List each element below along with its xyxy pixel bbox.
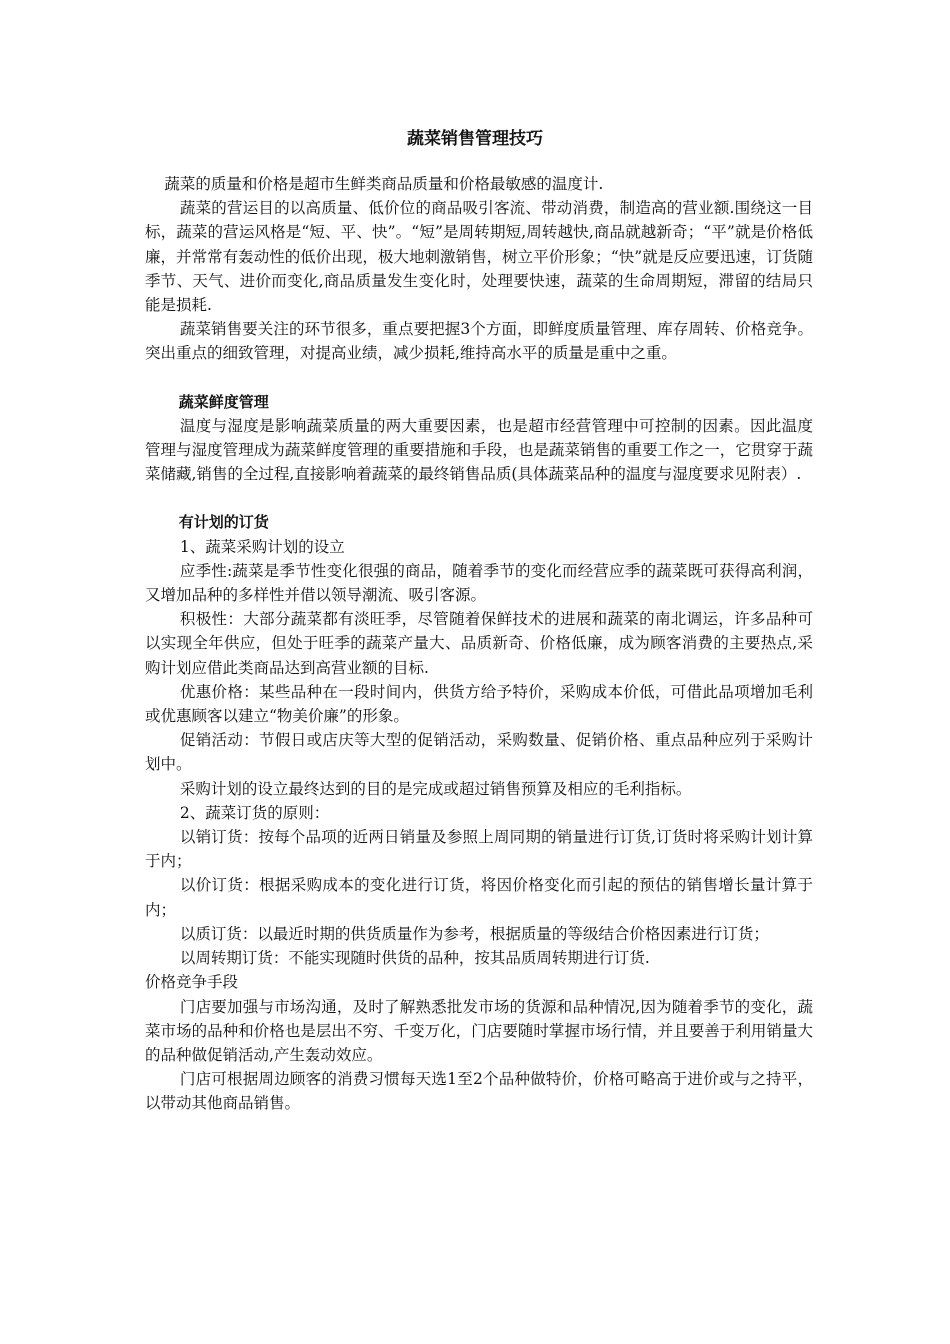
paragraph-discount-price: 优惠价格：某些品种在一段时间内，供货方给予特价，采购成本价低，可借此品项增加毛利或优惠顾客以建立“物美价廉”的形象。 [145, 682, 813, 726]
paragraph-seasonality: 应季性:蔬菜是季节性变化很强的商品，随着季节的变化而经营应季的蔬菜既可获得高利润，又增加品种的多样性并借以领导潮流、吸引客源。 [145, 561, 813, 605]
section-heading-price-competition: 价格竞争手段 [145, 973, 239, 992]
spacer [145, 366, 813, 390]
section-heading-freshness: 蔬菜鲜度管理 [178, 392, 269, 411]
paragraph-order-by-sales: 以销订货：按每个品项的近两日销量及参照上周同期的销量进行订货,订货时将采购计划计算于内； [145, 828, 813, 871]
paragraph-special-price: 门店可根据周边顾客的消费习惯每天选1至2个品种做特价，价格可略高于进价或与之持平，以带动其他商品销售。 [145, 1070, 813, 1113]
paragraph-promotion: 促销活动：节假日或店庆等大型的促销活动，采购数量、促销价格、重点品种应列于采购计划中。 [145, 731, 813, 774]
paragraph-order-by-turnover: 以周转期订货：不能实现随时供货的品种，按其品质周转期进行订货. [179, 949, 650, 968]
subheading-order-principles: 2、蔬菜订货的原则： [179, 803, 330, 822]
spacer [145, 486, 813, 510]
paragraph-market-communication: 门店要加强与市场沟通，及时了解熟悉批发市场的货源和品种情况,因为随着季节的变化，蔬菜市场的品种和价格也是层出不穷、千变万化，门店要随时掌握市场行情，并且要善于利用销量大的品种做促销活动,产生轰动效应。 [145, 997, 813, 1064]
paragraph-freshness: 温度与湿度是影响蔬菜质量的两大重要因素，也是超市经营管理中可控制的因素。因此温度管理与湿度管理成为蔬菜鲜度管理的重要措施和手段，也是蔬菜销售的重要工作之一，它贯穿于蔬菜储藏,销售的全过程,直接影响着蔬菜的最终销售品质(具体蔬菜品种的温度与湿度要求见附表）. [145, 416, 813, 484]
document-body [145, 172, 813, 1116]
paragraph-order-by-quality: 以质订货：以最近时期的供货质量作为参考，根据质量的等级结合价格因素进行订货； [179, 924, 769, 943]
paragraph-order-by-price: 以价订货：根据采购成本的变化进行订货，将因价格变化而引起的预估的销售增长量计算于内； [145, 876, 813, 919]
paragraph-operation-style: 蔬菜的营运目的以高质量、低价位的商品吸引客流、带动消费，制造高的营业额.围绕这一目标，蔬菜的营运风格是“短、平、快”。“短”是周转期短,周转越快,商品就越新奇；“平”就是价格低廉，并常常有轰动性的低价出现，极大地刺激销售，树立平价形象；“快”就是反应要迅速，订货随季节、天气、进价而变化,商品质量发生变化时，处理要快速，蔬菜的生命周期短，滞留的结局只能是损耗. [145, 199, 813, 315]
section-heading-ordering: 有计划的订货 [178, 513, 269, 532]
document-title: 蔬菜销售管理技巧 [407, 129, 543, 149]
paragraph-intro: 蔬菜的质量和价格是超市生鲜类商品质量和价格最敏感的温度计. [164, 175, 604, 193]
paragraph-initiative: 积极性：大部分蔬菜都有淡旺季，尽管随着保鲜技术的进展和蔬菜的南北调运，许多品种可以实现全年供应，但处于旺季的蔬菜产量大、品质新奇、价格低廉，成为顾客消费的主要热点,采购计划应借此类商品达到高营业额的目标. [145, 610, 813, 677]
subheading-purchase-plan: 1、蔬菜采购计划的设立 [179, 537, 345, 556]
paragraph-plan-goal: 采购计划的设立最终达到的目的是完成或超过销售预算及相应的毛利指标。 [179, 779, 692, 798]
paragraph-key-points: 蔬菜销售要关注的环节很多，重点要把握3个方面，即鲜度质量管理、库存周转、价格竞争。突出重点的细致管理，对提高业绩，减少损耗,维持高水平的质量是重中之重。 [145, 320, 813, 363]
